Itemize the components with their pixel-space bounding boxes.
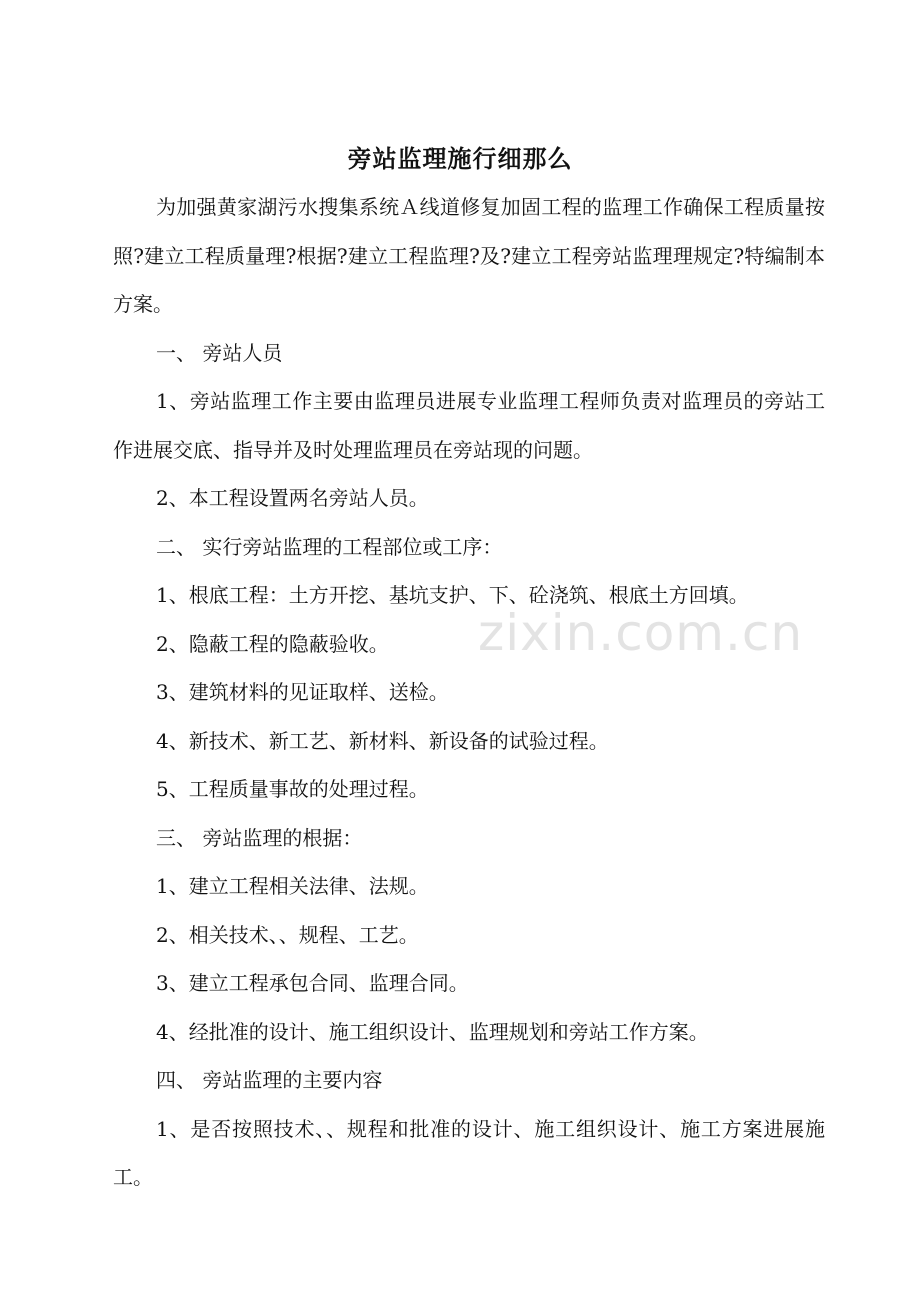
list-item: 1、建立工程相关法律、法规。 bbox=[156, 874, 429, 898]
section-heading-4: 四、 旁站监理的主要内容 bbox=[156, 1068, 383, 1092]
list-item: 1、旁站监理工作主要由监理员进展专业监理工程师负责对监理员的旁站工作进展交底、指导并及时处理监理员在旁站现的问题。 bbox=[113, 389, 825, 462]
list-item: 2、本工程设置两名旁站人员。 bbox=[156, 486, 429, 510]
section-heading-3: 三、 旁站监理的根据： bbox=[156, 825, 363, 850]
document-title: 旁站监理施行细那么 bbox=[347, 144, 573, 173]
list-item: 4、新技术、新工艺、新材料、新设备的试验过程。 bbox=[156, 728, 609, 753]
section-heading-2: 二、 实行旁站监理的工程部位或工序： bbox=[156, 534, 503, 559]
list-item: 1、是否按照技术、、规程和批准的设计、施工组织设计、施工方案进展施工。 bbox=[113, 1116, 825, 1189]
intro-paragraph: 为加强黄家湖污水搜集系统Ａ线道修复加固工程的监理工作确保工程质量按照?建立工程质量理?根据?建立工程监理?及?建立工程旁站监理理规定?特编制本方案。 bbox=[113, 195, 825, 316]
section-heading-1: 一、 旁站人员 bbox=[156, 340, 283, 365]
list-item: 3、建立工程承包合同、监理合同。 bbox=[156, 971, 469, 995]
list-item: 5、工程质量事故的处理过程。 bbox=[156, 777, 429, 801]
document-body bbox=[113, 183, 825, 1202]
list-item: 2、相关技术、、规程、工艺。 bbox=[156, 922, 419, 947]
list-item: 2、隐蔽工程的隐蔽验收。 bbox=[156, 631, 389, 656]
watermark-text: zixin.com.cn bbox=[478, 604, 804, 662]
list-item: 4、经批准的设计、施工组织设计、监理规划和旁站工作方案。 bbox=[156, 1019, 709, 1044]
list-item: 3、建筑材料的见证取样、送检。 bbox=[156, 680, 449, 704]
list-item: 1、根底工程：土方开挖、基坑支护、下、砼浇筑、根底土方回填。 bbox=[156, 583, 749, 607]
